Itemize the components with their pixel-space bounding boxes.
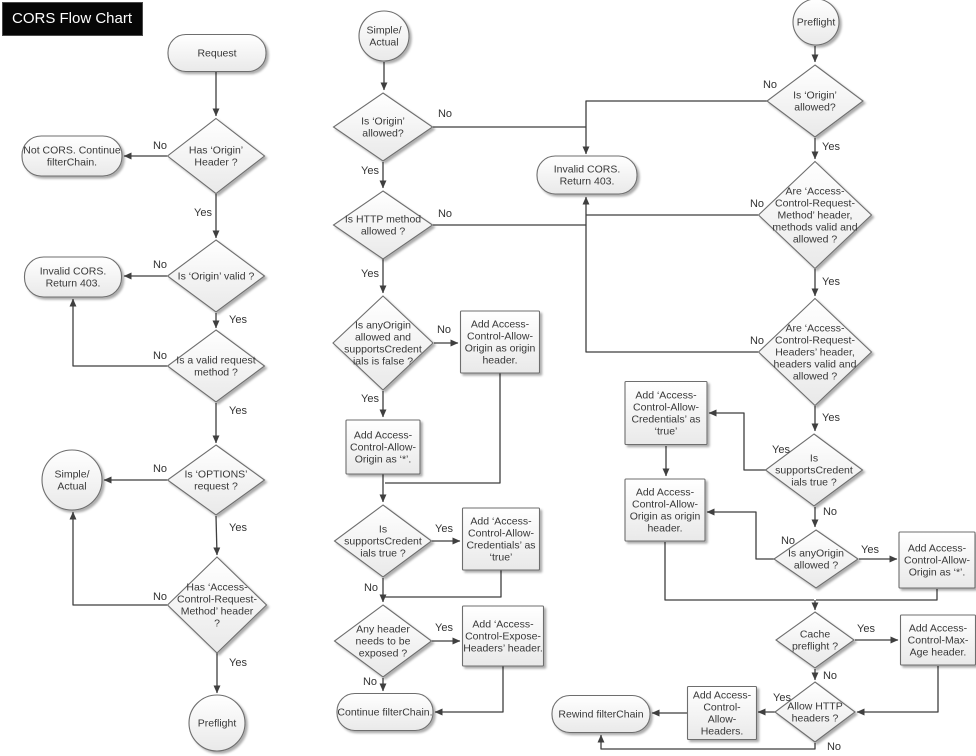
edge-label-right-supportscred-no: No bbox=[822, 506, 838, 518]
node-label-simple-actual-left: Simple/ Actual bbox=[54, 468, 90, 493]
node-label-not-cors-continue: Not CORS. Continue filterChain. bbox=[23, 144, 121, 169]
node-preflight-right bbox=[793, 0, 839, 45]
node-label-allow-http-headers: Allow HTTP headers ? bbox=[787, 700, 843, 725]
node-label-mid-add-star: Add Access-Control-Allow-Origin as ‘*’. bbox=[350, 429, 416, 466]
node-right-add-credentials bbox=[625, 382, 707, 445]
edge-mid-credentials-down bbox=[385, 570, 501, 597]
node-mid-anyorigin-supportscred bbox=[333, 296, 433, 390]
node-request bbox=[168, 35, 266, 72]
edge-options-request-yes bbox=[216, 516, 217, 555]
edge-label-right-anyorigin-no: No bbox=[780, 535, 796, 547]
node-label-is-origin-valid: Is ‘Origin’ valid ? bbox=[177, 270, 255, 283]
edge-right-supportscred-yes bbox=[709, 413, 766, 470]
edge-label-has-acrm-no: No bbox=[152, 591, 168, 603]
node-label-mid-any-header-exposed: Any header needs to be exposed ? bbox=[355, 623, 411, 660]
edge-label-has-origin-yes: Yes bbox=[194, 207, 212, 219]
node-simple-actual-left bbox=[42, 450, 102, 510]
node-right-acrh-valid bbox=[759, 299, 872, 406]
edge-right-origin-allowed-no bbox=[586, 101, 767, 154]
node-mid-add-expose-headers bbox=[463, 606, 544, 666]
node-mid-is-http-method-allowed bbox=[334, 191, 433, 259]
edge-label-mid-any-header-yes: Yes bbox=[435, 622, 453, 634]
node-label-has-origin-header: Has ‘Origin’ Header ? bbox=[188, 144, 244, 169]
node-continue-filterchain bbox=[337, 694, 433, 731]
node-mid-add-star bbox=[346, 420, 420, 474]
edge-label-origin-valid-no: No bbox=[152, 259, 168, 271]
chart-title: CORS Flow Chart bbox=[2, 2, 143, 36]
node-label-right-add-credentials: Add ‘Access-Control-Allow-Credentials’ as ‘true’ bbox=[631, 389, 701, 438]
node-invalid-cors-left bbox=[25, 257, 122, 297]
edge-label-cache-preflight-no: No bbox=[822, 670, 838, 682]
edge-label-right-acrh-yes: Yes bbox=[822, 412, 840, 424]
node-label-mid-add-origin-header: Add Access-Control-Allow-Origin as origin header. bbox=[464, 318, 536, 367]
edge-label-options-request-yes: Yes bbox=[229, 522, 247, 534]
node-label-right-is-supportscred-true: Is supportsCredent ials true ? bbox=[775, 452, 853, 489]
edge-label-mid-origin-allowed-yes: Yes bbox=[361, 165, 379, 177]
node-is-valid-request-method bbox=[168, 330, 265, 402]
edge-mid-expose-down bbox=[435, 666, 503, 712]
node-label-request: Request bbox=[197, 47, 237, 60]
edge-label-right-origin-allowed-yes: Yes bbox=[822, 141, 840, 153]
node-label-cache-preflight: Cache preflight ? bbox=[791, 628, 839, 653]
node-right-is-origin-allowed bbox=[767, 65, 863, 137]
edge-label-mid-supportscred-no: No bbox=[363, 582, 379, 594]
node-label-simple-actual-mid: Simple/ Actual bbox=[366, 24, 402, 49]
edge-label-right-anyorigin-yes: Yes bbox=[861, 544, 879, 556]
edge-label-allow-http-headers-yes: Yes bbox=[773, 692, 791, 704]
node-label-mid-add-expose-headers: Add ‘Access-Control-Expose-Headers’ header. bbox=[463, 618, 543, 655]
node-rewind-filterchain bbox=[552, 696, 650, 733]
node-invalid-cors-mid bbox=[537, 156, 637, 194]
edge-label-right-origin-allowed-no: No bbox=[762, 79, 778, 91]
node-label-preflight-left: Preflight bbox=[197, 717, 237, 730]
node-label-continue-filterchain: Continue filterChain. bbox=[337, 706, 433, 719]
edge-label-has-origin-no: No bbox=[152, 140, 168, 152]
node-mid-is-supportscred-true bbox=[335, 505, 432, 577]
edge-label-right-supportscred-yes: Yes bbox=[772, 444, 790, 456]
node-mid-add-credentials bbox=[463, 508, 540, 570]
node-label-right-is-anyorigin-allowed: Is anyOrigin allowed ? bbox=[787, 547, 845, 572]
node-label-preflight-right: Preflight bbox=[796, 16, 836, 29]
node-label-rewind-filterchain: Rewind filterChain bbox=[558, 708, 644, 721]
edge-right-acrh-no bbox=[586, 197, 758, 352]
edge-label-mid-anyorigin-yes: Yes bbox=[361, 393, 379, 405]
edge-label-has-acrm-yes: Yes bbox=[229, 657, 247, 669]
edge-label-mid-any-header-no: No bbox=[362, 676, 378, 688]
node-label-right-is-origin-allowed: Is ‘Origin’ allowed? bbox=[793, 89, 837, 114]
node-label-add-max-age: Add Access-Control-Max-Age header. bbox=[907, 622, 969, 659]
node-label-is-valid-request-method: Is a valid request method ? bbox=[176, 354, 256, 379]
node-label-right-acrm-valid: Are ‘Access-Control-Request-Method’ header, methods valid and allowed ? bbox=[772, 185, 858, 246]
edge-label-allow-http-headers-no: No bbox=[826, 741, 842, 753]
node-label-right-acrh-valid: Are ‘Access-Control-Request-Headers’ header, headers valid and allowed ? bbox=[773, 322, 857, 383]
node-label-right-add-star: Add Access-Control-Allow-Origin as ‘*’. bbox=[904, 542, 970, 579]
edge-right-anyorigin-no bbox=[707, 512, 775, 559]
edge-label-valid-method-yes: Yes bbox=[229, 405, 247, 417]
node-mid-is-origin-allowed bbox=[334, 93, 433, 161]
edge-label-origin-valid-yes: Yes bbox=[229, 314, 247, 326]
edge-label-right-acrh-no: No bbox=[749, 335, 765, 347]
edge-label-options-request-no: No bbox=[152, 463, 168, 475]
node-is-origin-valid bbox=[168, 240, 265, 312]
edge-label-mid-origin-allowed-no: No bbox=[437, 108, 453, 120]
edge-label-right-acrm-yes: Yes bbox=[822, 276, 840, 288]
node-preflight-left bbox=[189, 695, 245, 751]
node-label-has-acrm-header: Has ‘Access-Control-Request-Method’ header ? bbox=[177, 581, 257, 630]
node-right-acrm-valid bbox=[759, 162, 872, 269]
edge-label-mid-method-allowed-no: No bbox=[437, 208, 453, 220]
node-label-add-allow-headers: Add Access-Control-Allow-Headers. bbox=[692, 689, 752, 738]
node-simple-actual-mid bbox=[359, 11, 409, 61]
node-has-acrm-header bbox=[168, 557, 267, 653]
edge-label-mid-supportscred-yes: Yes bbox=[435, 523, 453, 535]
edge-label-cache-preflight-yes: Yes bbox=[857, 623, 875, 635]
node-mid-any-header-exposed bbox=[335, 605, 432, 677]
node-add-max-age bbox=[901, 615, 976, 665]
node-label-mid-is-supportscred-true: Is supportsCredent ials true ? bbox=[344, 523, 422, 560]
node-label-mid-is-origin-allowed: Is ‘Origin’ allowed? bbox=[361, 115, 405, 140]
node-label-invalid-cors-mid: Invalid CORS. Return 403. bbox=[553, 163, 621, 188]
node-label-invalid-cors-left: Invalid CORS. Return 403. bbox=[39, 265, 107, 290]
edge-max-age-down bbox=[857, 666, 938, 712]
node-mid-add-origin-header bbox=[461, 311, 540, 373]
node-is-options-request bbox=[168, 445, 265, 515]
edge-right-star-down bbox=[816, 589, 937, 600]
edge-label-valid-method-no: No bbox=[152, 350, 168, 362]
node-label-mid-is-http-method-allowed: Is HTTP method allowed ? bbox=[344, 213, 422, 238]
node-cache-preflight bbox=[776, 612, 854, 668]
edge-label-right-acrm-no: No bbox=[749, 198, 765, 210]
node-has-origin-header bbox=[168, 119, 265, 194]
node-not-cors-continue bbox=[22, 136, 122, 176]
node-add-allow-headers bbox=[688, 687, 757, 740]
node-right-add-star bbox=[899, 532, 975, 588]
node-allow-http-headers bbox=[775, 682, 855, 742]
node-label-right-add-origin-header: Add Access-Control-Allow-Origin as origin header. bbox=[629, 486, 701, 535]
edge-label-mid-anyorigin-no: No bbox=[436, 324, 452, 336]
node-right-add-origin-header bbox=[625, 479, 705, 541]
edge-label-mid-method-allowed-yes: Yes bbox=[361, 268, 379, 280]
node-label-mid-anyorigin-supportscred: Is anyOrigin allowed and supportsCredent ials is false ? bbox=[344, 319, 422, 368]
node-label-mid-add-credentials: Add ‘Access-Control-Allow-Credentials’ as ‘true’ bbox=[466, 515, 536, 564]
node-label-is-options-request: Is ‘OPTIONS’ request ? bbox=[184, 468, 248, 493]
